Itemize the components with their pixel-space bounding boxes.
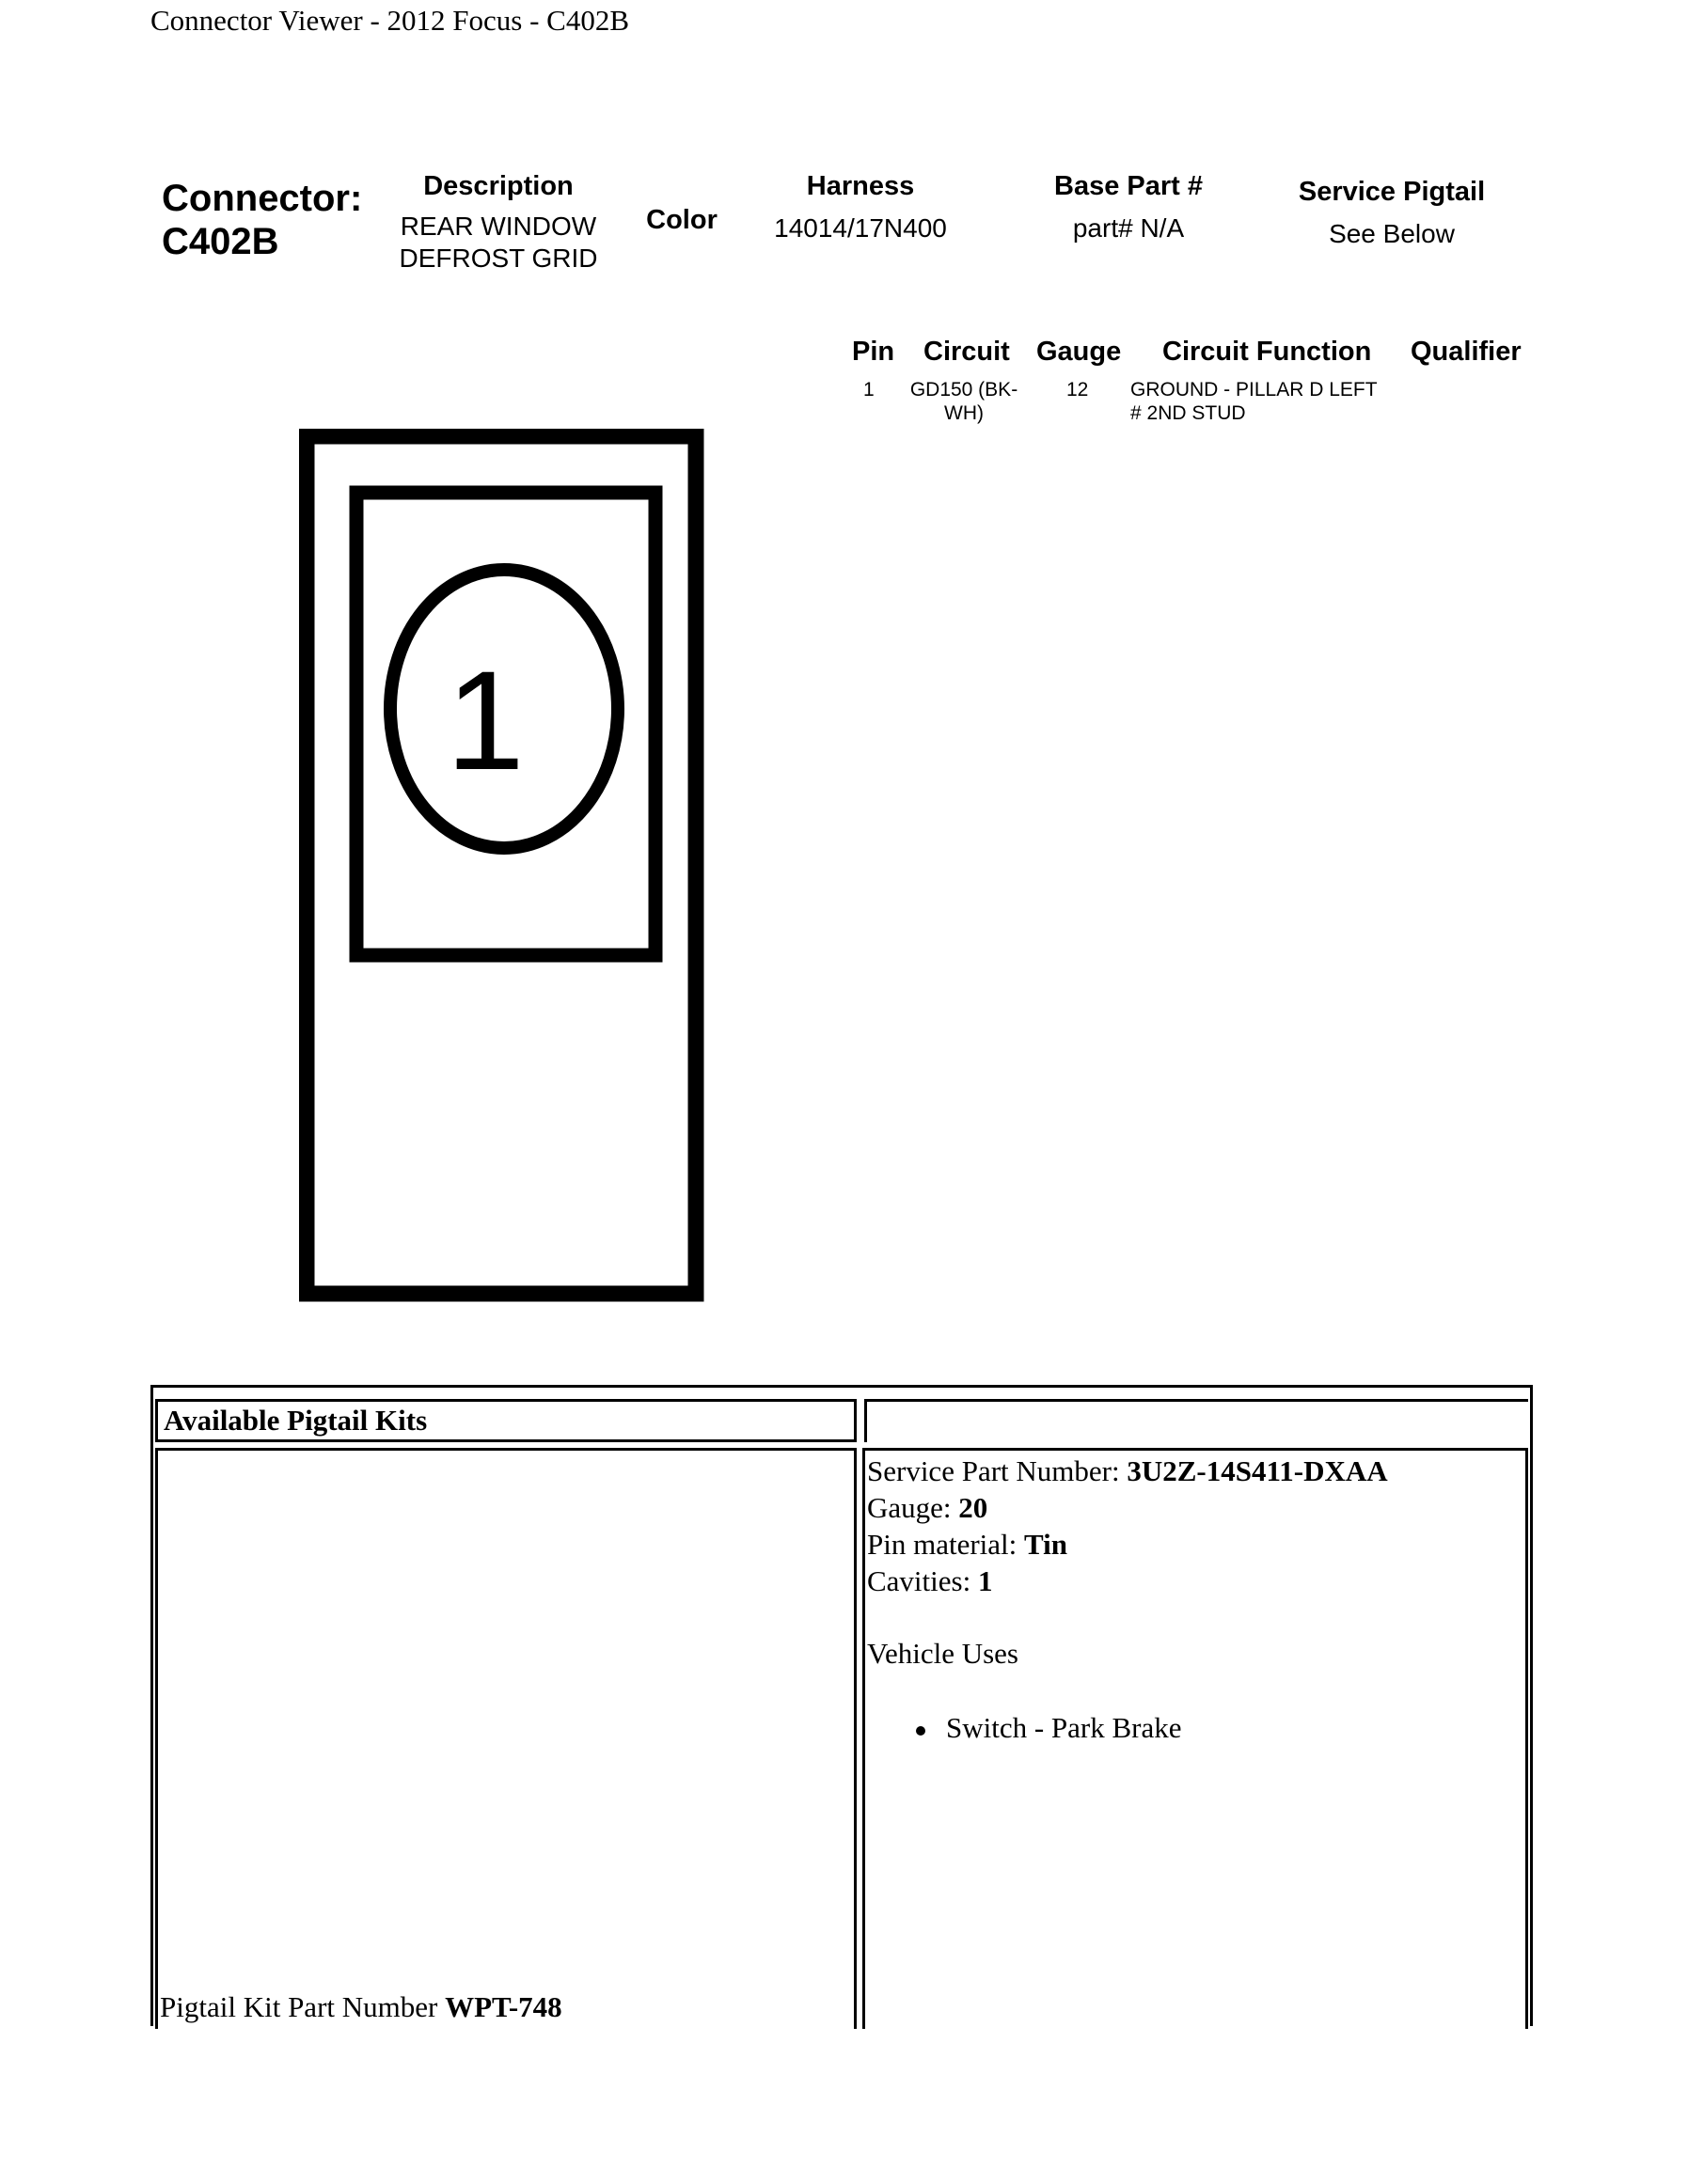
circuit-function-value — [1130, 378, 1378, 425]
description-line-1: REAR WINDOW — [400, 212, 597, 241]
circuit-line-1: GD150 (BK- — [909, 379, 1018, 401]
gauge-value: 12 — [1066, 379, 1089, 401]
list-item — [916, 1711, 1388, 1745]
circuit-function-column-header: Circuit Function — [1162, 337, 1372, 367]
harness-header: Harness — [806, 171, 915, 201]
service-part-number — [867, 1453, 1388, 1489]
vehicle-use-text: Switch - Park Brake — [946, 1711, 1182, 1744]
pin-material-value: Tin — [1024, 1528, 1068, 1561]
description-header: Description — [423, 171, 574, 201]
page-title: Connector Viewer - 2012 Focus - C402B — [150, 4, 630, 37]
service-pigtail-header: Service Pigtail — [1298, 177, 1486, 207]
pin-material-label: Pin material: — [867, 1528, 1018, 1561]
kit-part-number-label: Pigtail Kit Part Number — [160, 1990, 438, 2023]
pin-material — [867, 1526, 1388, 1563]
cavities — [867, 1563, 1388, 1599]
service-part-label: Service Part Number: — [867, 1454, 1120, 1487]
bullet-icon — [916, 1726, 925, 1736]
pin-number-label: 1 — [446, 641, 525, 799]
cavities-value: 1 — [977, 1564, 993, 1597]
function-line-2: # 2ND STUD — [1130, 402, 1246, 424]
service-part-value: 3U2Z-14S411-DXAA — [1127, 1454, 1388, 1487]
connector-face-diagram — [299, 429, 705, 1305]
pigtail-kits-title-right-cell — [864, 1399, 1528, 1442]
kit-gauge-value: 20 — [958, 1491, 988, 1524]
pin-column-header: Pin — [852, 337, 895, 367]
description-value — [376, 211, 621, 275]
base-part-value: part# N/A — [1072, 213, 1185, 243]
kit-gauge — [867, 1489, 1388, 1526]
harness-value: 14014/17N400 — [774, 213, 947, 243]
base-part-header: Base Part # — [1054, 171, 1203, 201]
circuit-line-2: WH) — [944, 402, 984, 424]
connector-id: C402B — [162, 221, 279, 262]
gauge-column-header: Gauge — [1036, 337, 1122, 367]
circuit-column-header: Circuit — [923, 337, 1010, 367]
circuit-value — [903, 378, 1025, 425]
pigtail-specs — [867, 1453, 1388, 1745]
pigtail-image-cell — [155, 1448, 857, 2029]
pigtail-kits-title: Available Pigtail Kits — [164, 1404, 428, 1437]
color-header: Color — [646, 205, 718, 235]
pigtail-kits-table — [150, 1385, 1533, 2026]
kit-gauge-label: Gauge: — [867, 1491, 952, 1524]
qualifier-column-header: Qualifier — [1411, 337, 1522, 367]
pigtail-details-cell — [862, 1448, 1528, 2029]
service-pigtail-value: See Below — [1329, 219, 1455, 248]
pigtail-kits-title-cell — [155, 1399, 857, 1442]
description-line-2: DEFROST GRID — [399, 244, 598, 273]
connector-label-block — [162, 177, 362, 263]
cavities-label: Cavities: — [867, 1564, 971, 1597]
kit-part-number — [160, 1988, 562, 2025]
connector-label: Connector: — [162, 178, 363, 219]
vehicle-uses-label: Vehicle Uses — [867, 1637, 1018, 1670]
pin-number: 1 — [863, 379, 875, 401]
function-line-1: GROUND - PILLAR D LEFT — [1130, 379, 1378, 401]
kit-part-number-value: WPT-748 — [445, 1990, 562, 2023]
